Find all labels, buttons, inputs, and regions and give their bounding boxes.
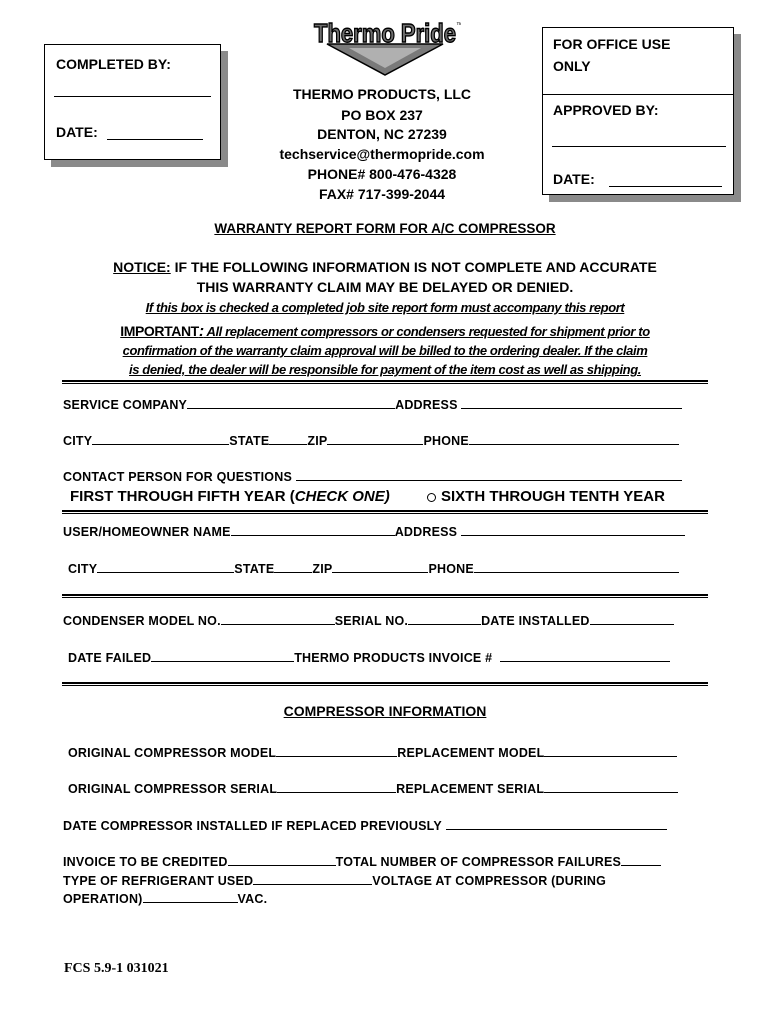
date-installed-prev-label: DATE COMPRESSOR INSTALLED IF REPLACED PREVIOUSLY xyxy=(63,819,442,833)
approved-by-label: APPROVED BY: xyxy=(553,102,659,118)
office-date-label: DATE: xyxy=(553,171,595,187)
important-text-1: All replacement compressors or condensers requested for shipment prior to xyxy=(203,324,650,339)
svg-text:™: ™ xyxy=(456,22,461,29)
date-installed-label: DATE INSTALLED xyxy=(481,614,590,628)
sixth-tenth-radio[interactable] xyxy=(427,493,436,502)
completed-date-field[interactable] xyxy=(107,139,203,140)
date-failed-label: DATE FAILED xyxy=(68,651,152,665)
invoice-label: THERMO PRODUCTS INVOICE # xyxy=(294,651,493,665)
office-use-heading-2: ONLY xyxy=(553,58,591,74)
homeowner-city-label: CITY xyxy=(68,562,98,576)
form-code: FCS 5.9-1 031021 xyxy=(64,961,169,976)
form-title: WARRANTY REPORT FORM FOR A/C COMPRESSOR xyxy=(214,221,556,236)
notice-label: NOTICE: xyxy=(113,259,171,275)
condenser-model-label: CONDENSER MODEL NO. xyxy=(63,614,221,628)
refrigerant-field[interactable] xyxy=(253,872,372,885)
condenser-model-field[interactable] xyxy=(221,612,335,625)
replacement-serial-label: REPLACEMENT SERIAL xyxy=(396,782,545,796)
date-installed-prev-row xyxy=(63,817,667,833)
company-po-box: PO BOX 237 xyxy=(341,107,423,123)
homeowner-city-row xyxy=(68,560,679,576)
total-failures-label: TOTAL NUMBER OF COMPRESSOR FAILURES xyxy=(335,855,622,869)
section-rule-2 xyxy=(62,510,708,514)
completed-date-label: DATE: xyxy=(56,124,98,140)
homeowner-state-label: STATE xyxy=(234,562,275,576)
homeowner-address-field[interactable] xyxy=(461,523,685,536)
logo-graphic xyxy=(309,18,461,76)
replacement-serial-field[interactable] xyxy=(544,780,678,793)
original-model-field[interactable] xyxy=(276,744,397,757)
date-installed-prev-field[interactable] xyxy=(446,817,667,830)
completed-by-label: COMPLETED BY: xyxy=(56,56,171,72)
compressor-model-row xyxy=(68,744,677,760)
section-rule-3 xyxy=(62,594,708,598)
service-state-field[interactable] xyxy=(269,432,307,445)
notice-text-1: IF THE FOLLOWING INFORMATION IS NOT COMPLETE AND ACCURATE xyxy=(170,259,657,275)
important-colon: : xyxy=(198,323,204,340)
section-rule-4 xyxy=(62,682,708,686)
homeowner-phone-label: PHONE xyxy=(428,562,474,576)
contact-person-row xyxy=(63,468,682,484)
service-phone-field[interactable] xyxy=(469,432,679,445)
homeowner-address-label: ADDRESS xyxy=(394,525,458,539)
completed-by-field[interactable] xyxy=(54,96,211,97)
service-company-row xyxy=(63,396,682,412)
year-option-first-fifth[interactable] xyxy=(70,488,390,505)
box-check-note: If this box is checked a completed job site report form must accompany this report xyxy=(145,300,625,315)
operation-label: OPERATION) xyxy=(63,892,143,906)
vac-label: VAC. xyxy=(237,892,268,906)
company-email: techservice@thermopride.com xyxy=(279,146,485,162)
operation-row xyxy=(63,890,267,906)
service-state-label: STATE xyxy=(229,434,270,448)
office-use-box xyxy=(542,27,734,195)
date-failed-row xyxy=(68,649,670,665)
service-city-label: CITY xyxy=(63,434,93,448)
homeowner-city-field[interactable] xyxy=(97,560,234,573)
notice-line-2: THIS WARRANTY CLAIM MAY BE DELAYED OR DENIED. xyxy=(196,279,574,295)
thermo-pride-logo xyxy=(309,18,461,76)
service-zip-label: ZIP xyxy=(307,434,328,448)
check-one-label: CHECK ONE) xyxy=(294,488,390,505)
condenser-serial-field[interactable] xyxy=(408,612,481,625)
service-zip-field[interactable] xyxy=(327,432,423,445)
service-company-field[interactable] xyxy=(187,396,395,409)
date-installed-field[interactable] xyxy=(590,612,674,625)
office-date-field[interactable] xyxy=(609,186,722,187)
invoice-field[interactable] xyxy=(500,649,670,662)
service-city-field[interactable] xyxy=(92,432,229,445)
important-line-2: confirmation of the warranty claim approval will be billed to the ordering dealer. If the claim xyxy=(122,343,648,358)
contact-person-field[interactable] xyxy=(296,468,682,481)
service-address-label: ADDRESS xyxy=(395,398,458,412)
refrigerant-label: TYPE OF REFRIGERANT USED xyxy=(63,874,254,888)
svg-text:Thermo Pride: Thermo Pride xyxy=(314,18,456,48)
office-box-divider xyxy=(543,94,733,95)
notice-line-1 xyxy=(0,259,770,275)
section-rule-1 xyxy=(62,380,708,384)
homeowner-name-field[interactable] xyxy=(231,523,395,536)
company-name: THERMO PRODUCTS, LLC xyxy=(292,86,472,102)
invoice-credited-row xyxy=(63,853,661,869)
important-line-3: is denied, the dealer will be responsible for payment of the item cost as well as shipping. xyxy=(129,362,641,377)
company-fax: FAX# 717-399-2044 xyxy=(318,186,446,202)
replacement-model-label: REPLACEMENT MODEL xyxy=(397,746,545,760)
condenser-serial-label: SERIAL NO. xyxy=(334,614,409,628)
contact-person-label: CONTACT PERSON FOR QUESTIONS xyxy=(63,470,292,484)
compressor-section-title: COMPRESSOR INFORMATION xyxy=(283,703,487,719)
year-option-sixth-tenth[interactable] xyxy=(427,488,665,505)
company-phone: PHONE# 800-476-4328 xyxy=(307,166,457,182)
service-phone-label: PHONE xyxy=(423,434,469,448)
approved-by-field[interactable] xyxy=(552,146,726,147)
sixth-tenth-label: SIXTH THROUGH TENTH YEAR xyxy=(441,488,665,505)
homeowner-state-field[interactable] xyxy=(274,560,312,573)
refrigerant-row xyxy=(63,872,606,888)
service-company-label: SERVICE COMPANY xyxy=(63,398,188,412)
service-address-field[interactable] xyxy=(461,396,682,409)
first-fifth-label: FIRST THROUGH FIFTH YEAR ( xyxy=(70,488,295,505)
homeowner-name-label: USER/HOMEOWNER NAME xyxy=(63,525,231,539)
invoice-credited-label: INVOICE TO BE CREDITED xyxy=(63,855,228,869)
office-use-heading-1: FOR OFFICE USE xyxy=(553,36,671,52)
date-failed-field[interactable] xyxy=(151,649,294,662)
replacement-model-field[interactable] xyxy=(544,744,677,757)
original-serial-field[interactable] xyxy=(277,780,396,793)
completed-by-box xyxy=(44,44,221,160)
important-label: IMPORTANT xyxy=(120,323,199,339)
homeowner-phone-field[interactable] xyxy=(474,560,679,573)
original-model-label: ORIGINAL COMPRESSOR MODEL xyxy=(68,746,277,760)
condenser-row xyxy=(63,612,674,628)
invoice-credited-field[interactable] xyxy=(228,853,336,866)
compressor-serial-row xyxy=(68,780,678,796)
important-line-1 xyxy=(0,323,770,341)
original-serial-label: ORIGINAL COMPRESSOR SERIAL xyxy=(68,782,278,796)
homeowner-zip-label: ZIP xyxy=(312,562,333,576)
homeowner-zip-field[interactable] xyxy=(332,560,428,573)
voltage-label: VOLTAGE AT COMPRESSOR (DURING xyxy=(372,874,607,888)
company-city: DENTON, NC 27239 xyxy=(317,126,447,142)
voltage-field[interactable] xyxy=(143,890,238,903)
total-failures-field[interactable] xyxy=(621,853,661,866)
service-city-row xyxy=(63,432,679,448)
homeowner-name-row xyxy=(63,523,685,539)
